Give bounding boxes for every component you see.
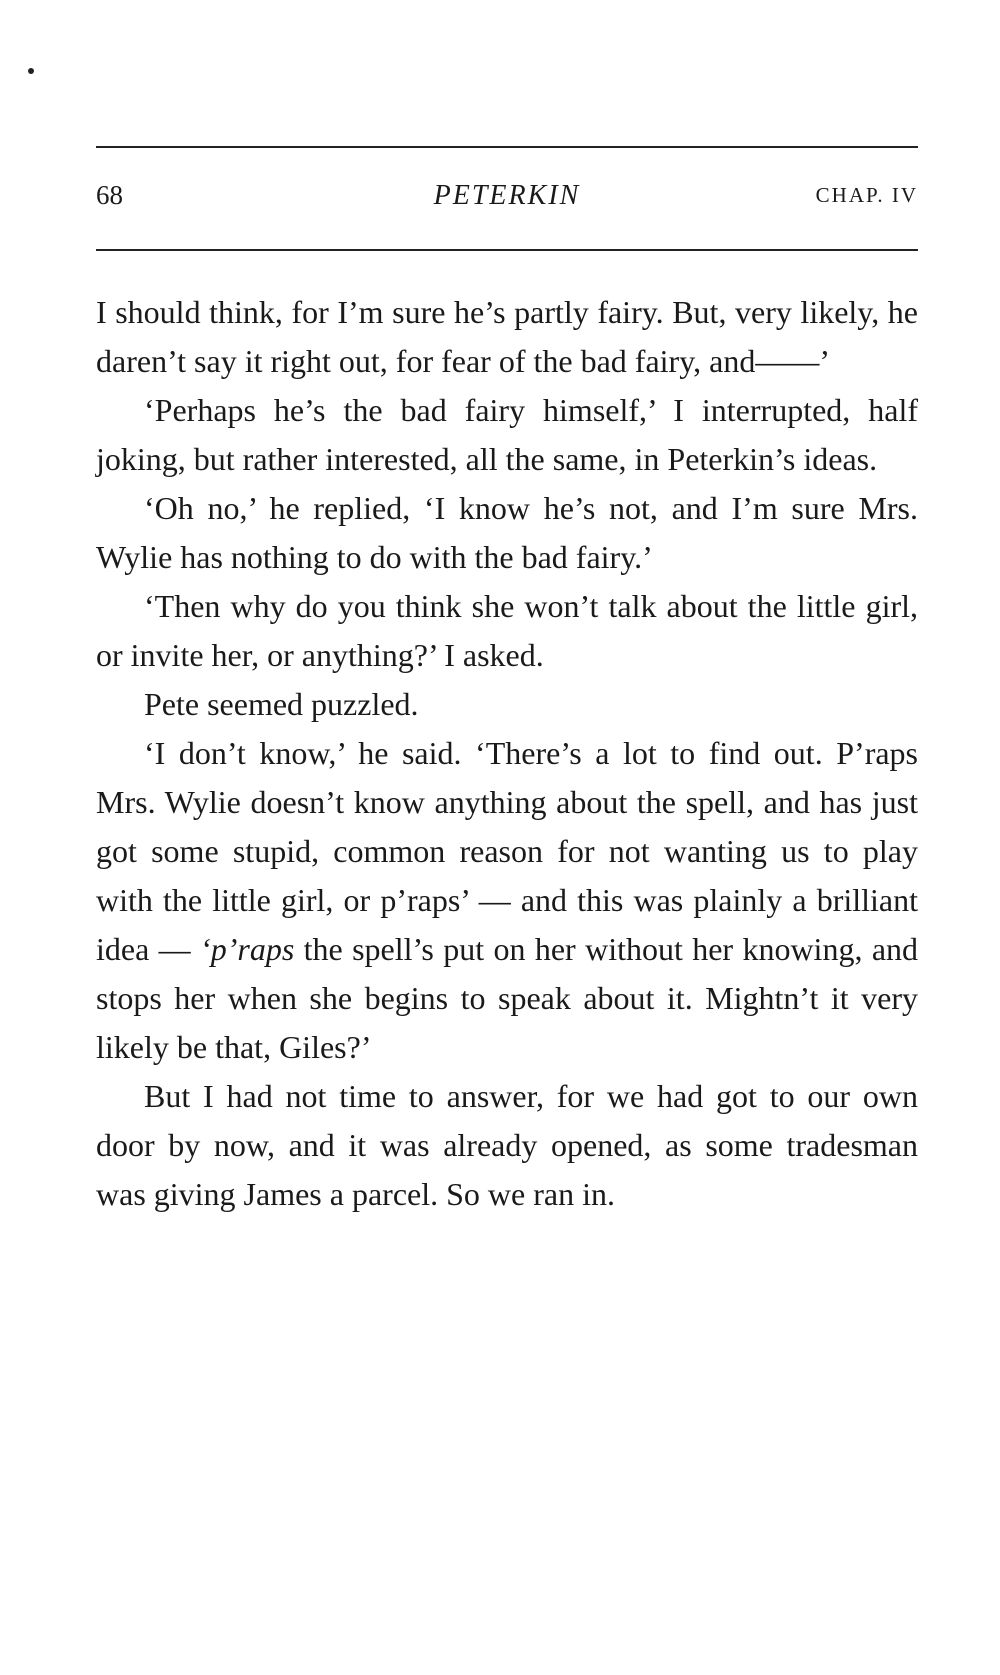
running-title: PETERKIN: [433, 180, 581, 211]
paragraph: Pete seemed puzzled.: [144, 686, 419, 722]
page-number: 68: [96, 180, 123, 210]
paragraph-giles: [96, 729, 918, 1072]
paragraph: ‘Then why do you think she won’t talk about the little girl, or invite her, or anything?’ I asked.: [96, 588, 918, 673]
header-rule-bottom: [96, 249, 918, 251]
paragraph-part: ‘I don’t know,’ he said. ‘There’s a lot to find out. P’raps Mrs. Wylie doesn’t know anything about the spell, and has just got some stupid, common reason for not wanting us to play with the little girl, or p’raps’ — and this was plainly a brilliant idea —: [96, 735, 918, 967]
chapter-label: CHAP. IV: [815, 183, 918, 207]
print-speck: [28, 68, 34, 74]
running-head: [96, 180, 918, 220]
paragraph: ‘Oh no,’ he replied, ‘I know he’s not, and I’m sure Mrs. Wylie has nothing to do with the bad fairy.’: [96, 490, 918, 575]
body-text: [96, 288, 918, 1219]
header-rule-top: [96, 146, 918, 148]
paragraph: But I had not time to answer, for we had got to our own door by now, and it was already opened, as some tradesman was giving James a parcel. So we ran in.: [96, 1078, 918, 1212]
paragraph-part: the spell’s put on her without her knowing, and stops her when she begins to speak about it.: [96, 931, 919, 1016]
paragraph: ‘Perhaps he’s the bad fairy himself,’ I interrupted, half joking, but rather interested, all the same, in Peterkin’s ideas.: [96, 392, 918, 477]
paragraph-part: Mightn’t it very likely be that, Giles?’: [96, 980, 919, 1065]
paragraph: I should think, for I’m sure he’s partly fairy. But, very likely, he daren’t say it right out, for fear of the bad fairy, and——’: [96, 294, 918, 379]
italic-praps: ‘p’raps: [200, 931, 295, 967]
